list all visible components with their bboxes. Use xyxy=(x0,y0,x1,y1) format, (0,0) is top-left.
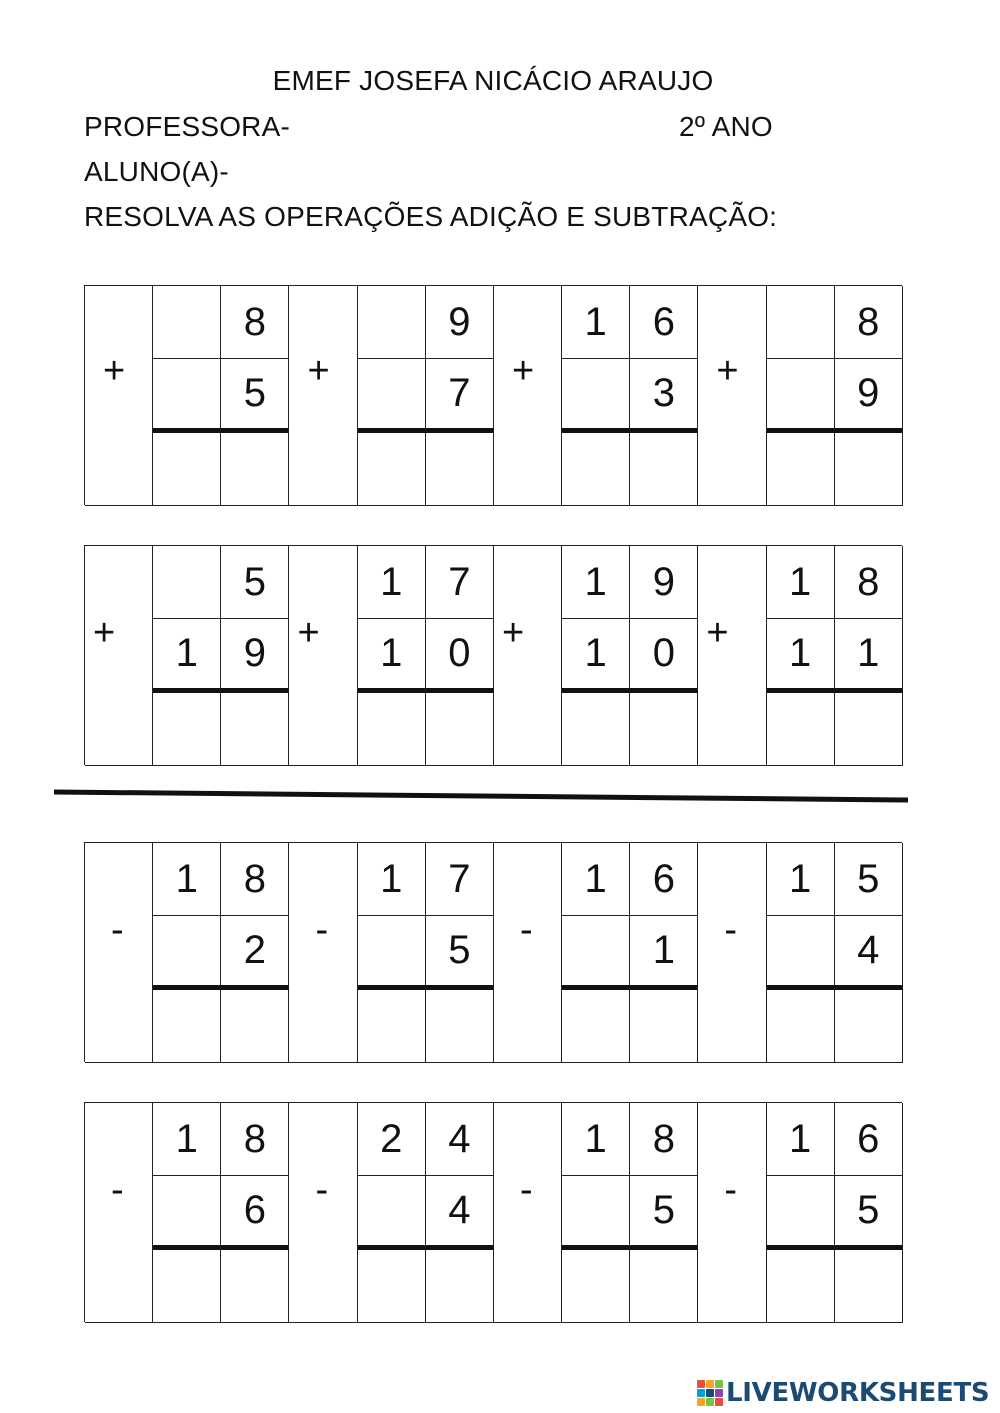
second-operand-units: 4 xyxy=(426,1176,494,1249)
minus-sign: - xyxy=(85,1103,153,1323)
minus-sign: - xyxy=(85,843,153,1063)
answer-box-units[interactable] xyxy=(835,433,903,506)
plus-sign: + xyxy=(289,546,357,766)
divider-stroke xyxy=(54,792,908,800)
school-name: EMEF JOSEFA NICÁCIO ARAUJO xyxy=(272,65,714,96)
first-operand-units: 8 xyxy=(221,1103,289,1176)
minus-sign: - xyxy=(494,843,562,1063)
first-operand-tens: 1 xyxy=(562,546,630,619)
subtraction-block-1 xyxy=(84,842,902,1062)
answer-box-tens[interactable] xyxy=(767,1250,835,1323)
second-operand-units: 7 xyxy=(426,359,494,432)
first-operand-tens: 1 xyxy=(153,843,221,916)
second-operand-tens xyxy=(767,916,835,989)
first-operand-tens: 1 xyxy=(358,843,426,916)
minus-sign: - xyxy=(698,843,766,1063)
answer-box-tens[interactable] xyxy=(153,1250,221,1323)
liveworksheets-mark-icon xyxy=(697,1380,723,1406)
first-operand-units: 8 xyxy=(221,286,289,359)
answer-box-tens[interactable] xyxy=(767,693,835,766)
plus-sign: + xyxy=(494,546,562,766)
answer-box-units[interactable] xyxy=(630,990,698,1063)
second-operand-units: 5 xyxy=(221,359,289,432)
answer-box-units[interactable] xyxy=(426,1250,494,1323)
logo-square xyxy=(697,1380,705,1388)
answer-box-units[interactable] xyxy=(221,693,289,766)
student-label: ALUNO(A)- xyxy=(84,156,229,187)
answer-box-units[interactable] xyxy=(221,1250,289,1323)
first-operand-tens: 1 xyxy=(153,1103,221,1176)
second-operand-tens xyxy=(153,916,221,989)
first-operand-tens: 1 xyxy=(358,546,426,619)
answer-box-tens[interactable] xyxy=(153,433,221,506)
logo-square xyxy=(706,1380,714,1388)
first-operand-tens xyxy=(358,286,426,359)
addition-block-2 xyxy=(84,545,902,765)
answer-box-units[interactable] xyxy=(835,693,903,766)
answer-box-tens[interactable] xyxy=(562,1250,630,1323)
second-operand-units: 4 xyxy=(835,916,903,989)
first-operand-tens xyxy=(153,546,221,619)
first-operand-units: 8 xyxy=(221,843,289,916)
second-operand-tens: 1 xyxy=(767,619,835,692)
minus-sign: - xyxy=(698,1103,766,1323)
answer-box-units[interactable] xyxy=(221,990,289,1063)
first-operand-tens: 1 xyxy=(562,1103,630,1176)
first-operand-tens xyxy=(153,286,221,359)
logo-square xyxy=(706,1389,714,1397)
second-operand-tens xyxy=(562,359,630,432)
logo-square xyxy=(697,1398,705,1406)
second-operand-units: 5 xyxy=(426,916,494,989)
addition-block-1 xyxy=(84,285,902,505)
first-operand-units: 9 xyxy=(426,286,494,359)
second-operand-tens: 1 xyxy=(562,619,630,692)
answer-box-tens[interactable] xyxy=(562,433,630,506)
second-operand-tens: 1 xyxy=(153,619,221,692)
first-operand-units: 9 xyxy=(630,546,698,619)
plus-sign: + xyxy=(85,286,153,506)
answer-box-units[interactable] xyxy=(835,990,903,1063)
second-operand-tens xyxy=(153,359,221,432)
logo-square xyxy=(715,1389,723,1397)
subtraction-block-2 xyxy=(84,1102,902,1322)
answer-box-units[interactable] xyxy=(426,433,494,506)
first-operand-units: 4 xyxy=(426,1103,494,1176)
plus-sign: + xyxy=(289,286,357,506)
first-operand-units: 7 xyxy=(426,546,494,619)
minus-sign: - xyxy=(289,843,357,1063)
first-operand-units: 7 xyxy=(426,843,494,916)
logo-square xyxy=(697,1389,705,1397)
first-operand-tens: 2 xyxy=(358,1103,426,1176)
first-operand-units: 8 xyxy=(835,286,903,359)
minus-sign: - xyxy=(494,1103,562,1323)
liveworksheets-wordmark: LIVEWORKSHEETS xyxy=(726,1378,990,1408)
first-operand-tens: 1 xyxy=(767,546,835,619)
logo-square xyxy=(715,1380,723,1388)
first-operand-tens: 1 xyxy=(767,843,835,916)
first-operand-tens xyxy=(767,286,835,359)
second-operand-tens xyxy=(358,916,426,989)
answer-box-units[interactable] xyxy=(426,693,494,766)
first-operand-units: 5 xyxy=(835,843,903,916)
answer-box-tens[interactable] xyxy=(358,990,426,1063)
minus-sign: - xyxy=(289,1103,357,1323)
answer-box-units[interactable] xyxy=(426,990,494,1063)
answer-box-tens[interactable] xyxy=(358,1250,426,1323)
first-operand-tens: 1 xyxy=(562,843,630,916)
answer-box-tens[interactable] xyxy=(153,693,221,766)
second-operand-tens xyxy=(562,1176,630,1249)
first-operand-units: 8 xyxy=(835,546,903,619)
plus-sign: + xyxy=(85,546,153,766)
second-operand-tens: 1 xyxy=(358,619,426,692)
first-operand-units: 6 xyxy=(630,843,698,916)
first-operand-units: 6 xyxy=(630,286,698,359)
second-operand-units: 5 xyxy=(630,1176,698,1249)
answer-box-units[interactable] xyxy=(835,1250,903,1323)
second-operand-units: 2 xyxy=(221,916,289,989)
first-operand-tens: 1 xyxy=(767,1103,835,1176)
first-operand-units: 6 xyxy=(835,1103,903,1176)
logo-square xyxy=(706,1398,714,1406)
second-operand-units: 5 xyxy=(835,1176,903,1249)
second-operand-units: 0 xyxy=(630,619,698,692)
plus-sign: + xyxy=(698,546,766,766)
liveworksheets-logo xyxy=(697,1376,989,1410)
answer-box-tens[interactable] xyxy=(767,433,835,506)
teacher-label: PROFESSORA- xyxy=(84,111,291,142)
second-operand-units: 9 xyxy=(835,359,903,432)
second-operand-units: 1 xyxy=(630,916,698,989)
answer-box-units[interactable] xyxy=(630,693,698,766)
plus-sign: + xyxy=(698,286,766,506)
second-operand-units: 3 xyxy=(630,359,698,432)
instruction-text: RESOLVA AS OPERAÇÕES ADIÇÃO E SUBTRAÇÃO: xyxy=(84,201,778,232)
answer-box-tens[interactable] xyxy=(358,693,426,766)
answer-box-units[interactable] xyxy=(221,433,289,506)
answer-box-tens[interactable] xyxy=(767,990,835,1063)
answer-box-tens[interactable] xyxy=(358,433,426,506)
second-operand-units: 6 xyxy=(221,1176,289,1249)
second-operand-tens xyxy=(358,1176,426,1249)
answer-box-units[interactable] xyxy=(630,1250,698,1323)
grade-label: 2º ANO xyxy=(679,111,773,142)
second-operand-tens xyxy=(358,359,426,432)
second-operand-units: 0 xyxy=(426,619,494,692)
answer-box-tens[interactable] xyxy=(562,693,630,766)
second-operand-units: 9 xyxy=(221,619,289,692)
answer-box-units[interactable] xyxy=(630,433,698,506)
second-operand-units: 1 xyxy=(835,619,903,692)
first-operand-units: 5 xyxy=(221,546,289,619)
first-operand-tens: 1 xyxy=(562,286,630,359)
first-operand-units: 8 xyxy=(630,1103,698,1176)
answer-box-tens[interactable] xyxy=(153,990,221,1063)
second-operand-tens xyxy=(153,1176,221,1249)
answer-box-tens[interactable] xyxy=(562,990,630,1063)
logo-square xyxy=(715,1398,723,1406)
second-operand-tens xyxy=(767,1176,835,1249)
second-operand-tens xyxy=(767,359,835,432)
plus-sign: + xyxy=(494,286,562,506)
second-operand-tens xyxy=(562,916,630,989)
